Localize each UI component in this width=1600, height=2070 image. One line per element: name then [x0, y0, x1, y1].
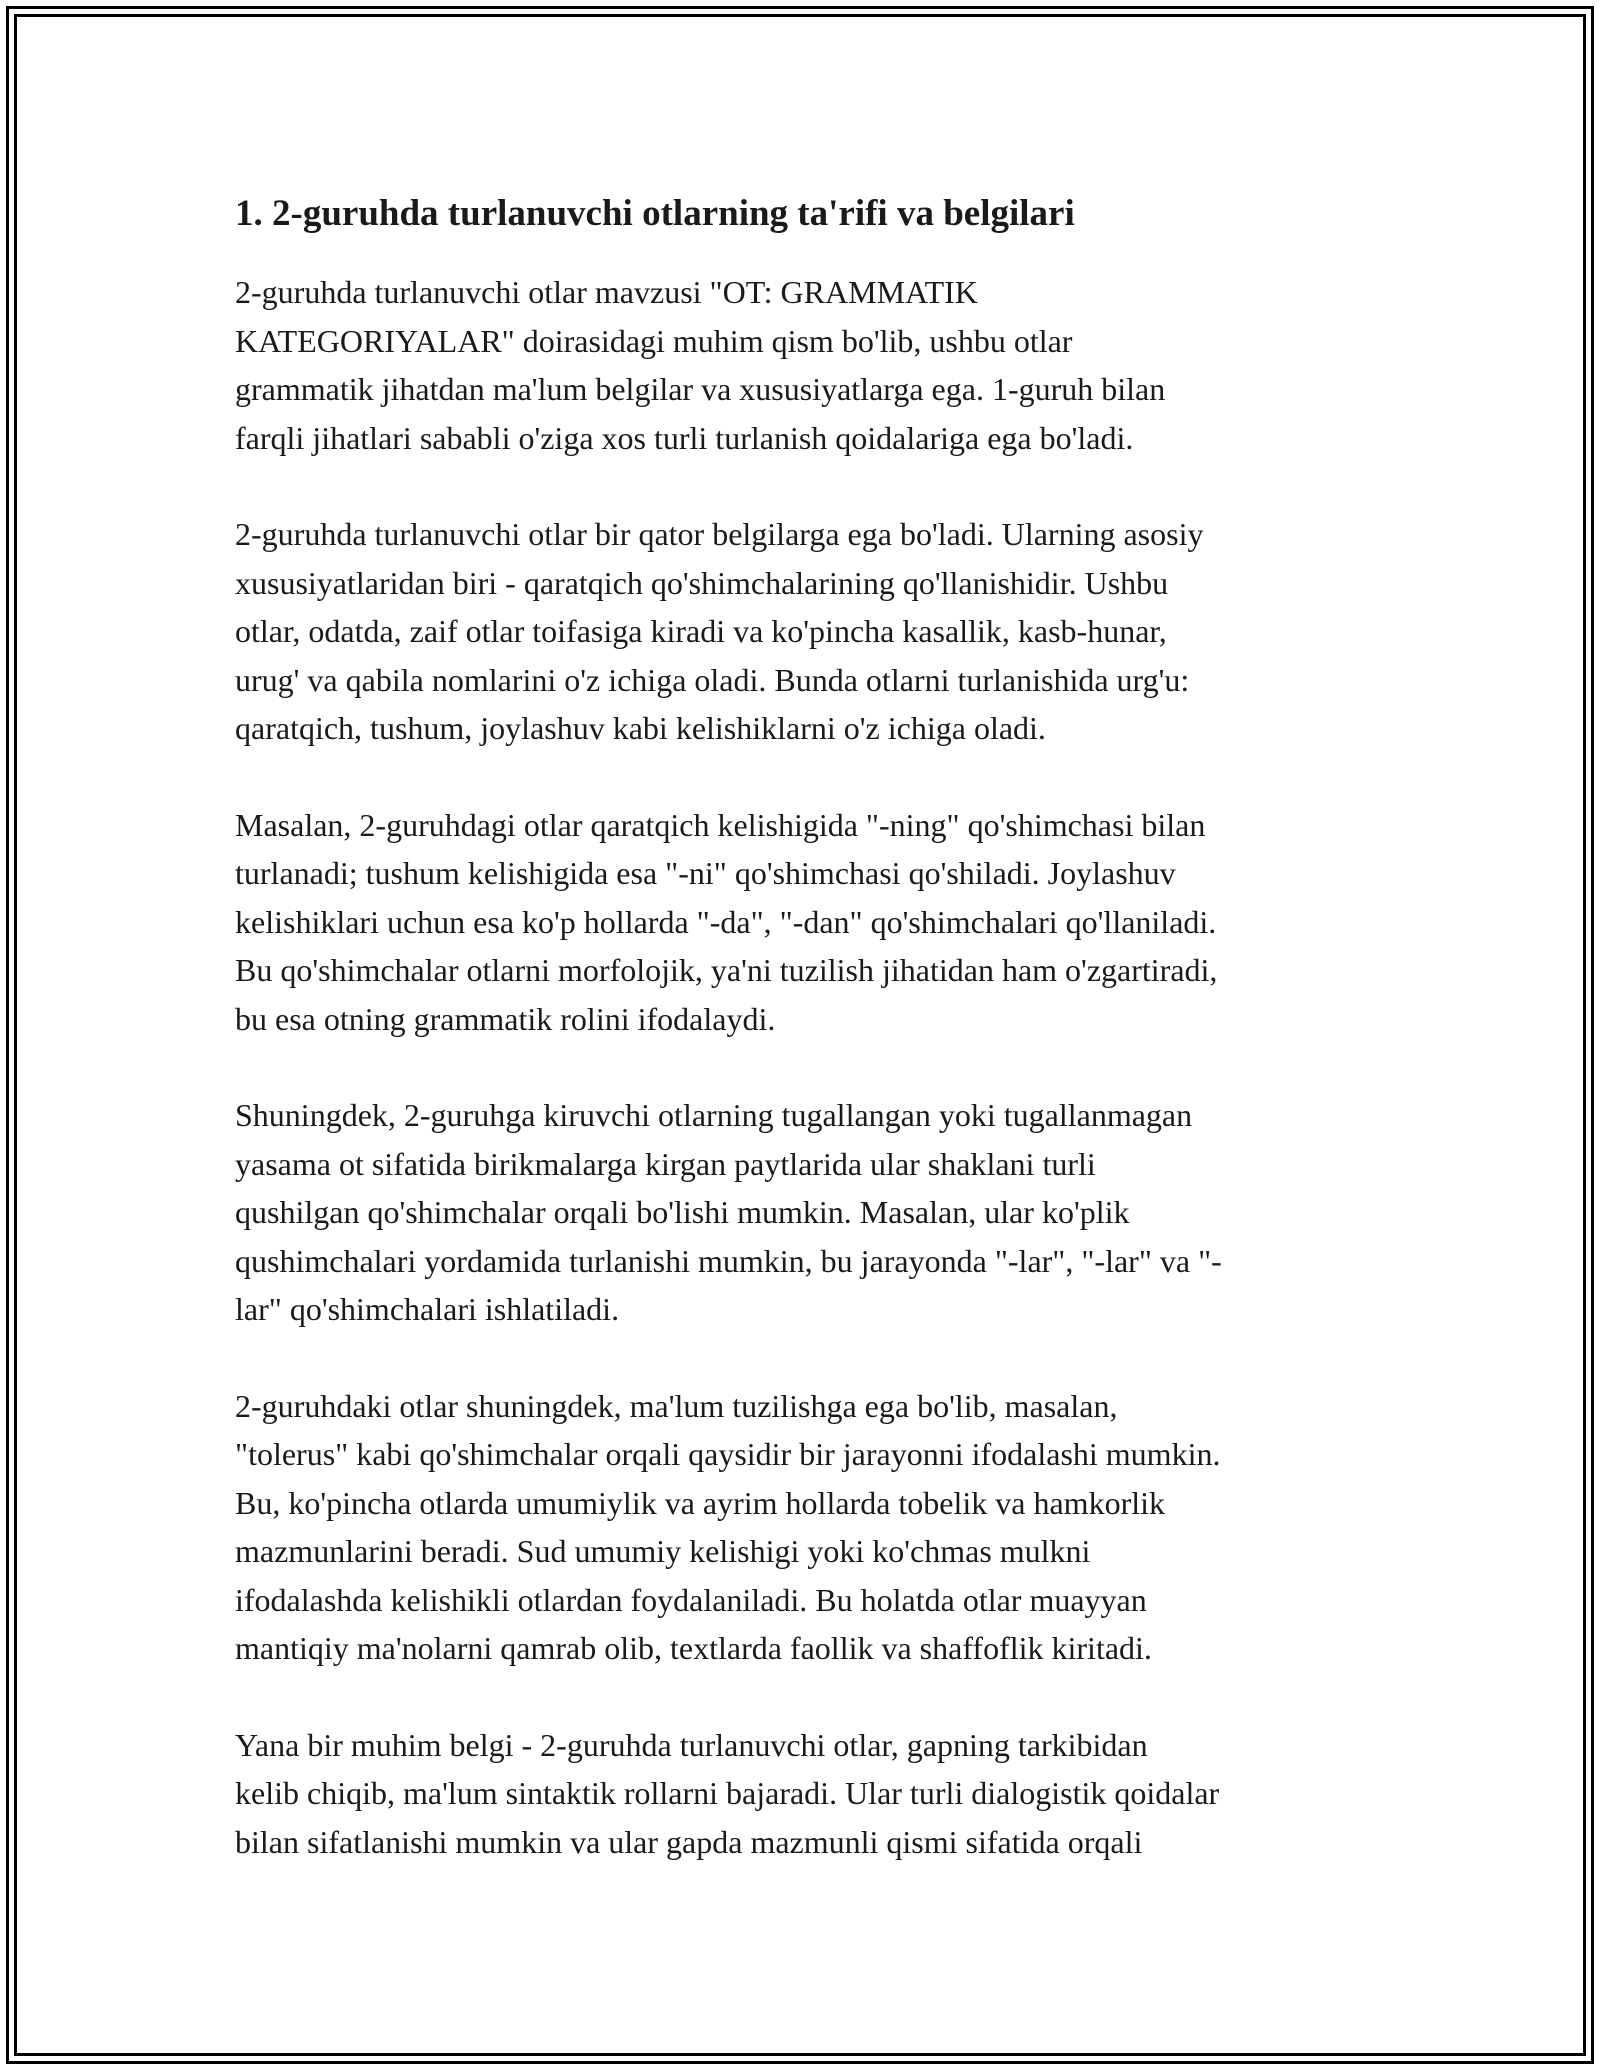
paragraph-2: 2-guruhda turlanuvchi otlar bir qator belgilarga ega bo'ladi. Ularning asosiy xususiyatlaridan biri - qaratqich qo'shimchalarining qo'llanishidir. Ushbu otlar, odatda, zaif otlar toifasiga kiradi va ko'pincha kasallik, kasb-hunar, urug' va qabila nomlarini o'z ichiga oladi. Bunda otlarni turlanishida urg'u: qaratqich, tushum, joylashuv kabi kelishiklarni o'z ichiga oladi. [235, 516, 1204, 746]
paragraph-6: Yana bir muhim belgi - 2-guruhda turlanuvchi otlar, gapning tarkibidan kelib chiqib, ma'lum sintaktik rollarni bajaradi. Ular turli dialogistik qoidalar bilan sifatlanishi mumkin va ular gapda mazmunli qismi sifatida orqali [235, 1726, 1220, 1860]
paragraph-3: Masalan, 2-guruhdagi otlar qaratqich kelishigida "-ning" qo'shimchasi bilan turlanadi; tushum kelishigida esa "-ni" qo'shimchasi qo'shiladi. Joylashuv kelishiklari uchun esa ko'p hollarda "-da", "-dan" qo'shimchalari qo'llaniladi. Bu qo'shimchalar otlarni morfolojik, ya'ni tuzilish jihatidan ham o'zgartiradi, bu esa otning grammatik rolini ifodalaydi. [235, 806, 1218, 1037]
paragraph-1: 2-guruhda turlanuvchi otlar mavzusi "OT: GRAMMATIK KATEGORIYALAR" doirasidagi muhim qism bo'lib, ushbu otlar grammatik jihatdan ma'lum belgilar va xususiyatlarga ega. 1-guruh bilan farqli jihatlari sababli o'ziga xos turli turlanish qoidalariga ega bo'ladi. [235, 274, 1166, 456]
section-heading: 1. 2-guruhda turlanuvchi otlarning ta'rifi va belgilari [235, 193, 1075, 234]
paragraph-5: 2-guruhdaki otlar shuningdek, ma'lum tuzilishga ega bo'lib, masalan, "tolerus" kabi qo'shimchalar orqali qaysidir bir jarayonni ifodalashi mumkin. Bu, ko'pincha otlarda umumiylik va ayrim hollarda tobelik va hamkorlik mazmunlarini beradi. Sud umumiy kelishigi yoki ko'chmas mulkni ifodalashda kelishikli otlardan foydalaniladi. Bu holatda otlar muayyan mantiqiy ma'nolarni qamrab olib, textlarda faollik va shaffoflik kiritadi. [235, 1387, 1221, 1666]
document-body [235, 190, 1370, 1914]
paragraph-4: Shuningdek, 2-guruhga kiruvchi otlarning tugallangan yoki tugallanmagan yasama ot sifatida birikmalarga kirgan paytlarida ular shaklani turli qushilgan qo'shimchalar orqali bo'lishi mumkin. Masalan, ular ko'plik qushimchalari yordamida turlanishi mumkin, bu jarayonda "-lar", "-lar" va "- lar" qo'shimchalari ishlatiladi. [235, 1097, 1222, 1327]
